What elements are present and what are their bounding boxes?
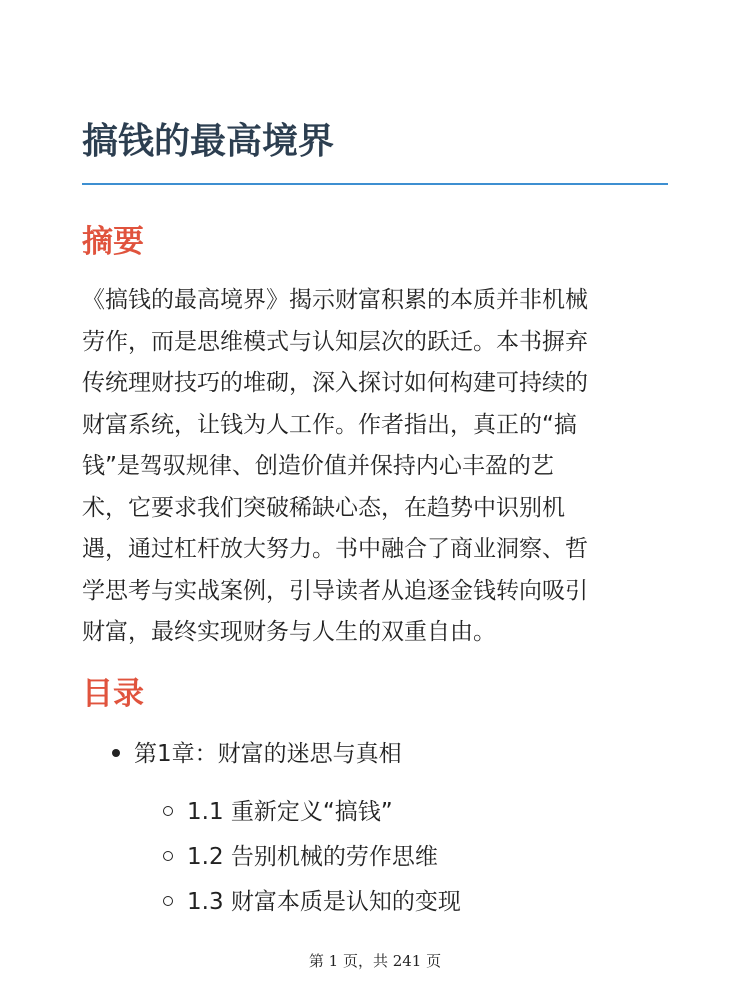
bullet-circle-icon bbox=[163, 806, 173, 816]
page-number-footer: 第 1 页，共 241 页 bbox=[308, 952, 442, 970]
toc-chapter-item[interactable] bbox=[112, 736, 402, 772]
toc-section-label: 1.3 财富本质是认知的变现 bbox=[187, 889, 461, 915]
toc-chapter-label: 第1章：财富的迷思与真相 bbox=[134, 741, 402, 767]
summary-line: 学思考与实战案例，引导读者从追逐金钱转向吸引 bbox=[82, 577, 588, 604]
toc-heading: 目录 bbox=[82, 676, 144, 712]
summary-line: 钱”是驾驭规律、创造价值并保持内心丰盈的艺 bbox=[82, 453, 554, 479]
summary-line: 传统理财技巧的堆砌，深入探讨如何构建可持续的 bbox=[82, 370, 588, 396]
toc-section-item[interactable] bbox=[163, 884, 461, 920]
toc-section-item[interactable] bbox=[163, 794, 393, 830]
summary-heading: 摘要 bbox=[82, 224, 144, 260]
toc-section-item[interactable] bbox=[163, 839, 438, 875]
document-title: 搞钱的最高境界 bbox=[82, 121, 335, 162]
summary-paragraph bbox=[82, 280, 672, 654]
summary-line: 遇，通过杠杆放大努力。书中融合了商业洞察、哲 bbox=[82, 536, 588, 562]
bullet-disc-icon bbox=[112, 749, 120, 757]
toc-section-label: 1.1 重新定义“搞钱” bbox=[187, 799, 393, 825]
summary-line: 财富系统，让钱为人工作。作者指出，真正的“搞 bbox=[82, 411, 577, 438]
summary-line: 术，它要求我们突破稀缺心态，在趋势中识别机 bbox=[82, 494, 565, 521]
title-divider bbox=[82, 183, 668, 185]
bullet-circle-icon bbox=[163, 851, 173, 861]
bullet-circle-icon bbox=[163, 896, 173, 906]
summary-line: 《搞钱的最高境界》揭示财富积累的本质并非机械 bbox=[82, 287, 588, 313]
summary-line: 财富，最终实现财务与人生的双重自由。 bbox=[82, 619, 496, 645]
toc-section-label: 1.2 告别机械的劳作思维 bbox=[187, 844, 438, 870]
summary-line: 劳作，而是思维模式与认知层次的跃迁。本书摒弃 bbox=[82, 328, 588, 355]
